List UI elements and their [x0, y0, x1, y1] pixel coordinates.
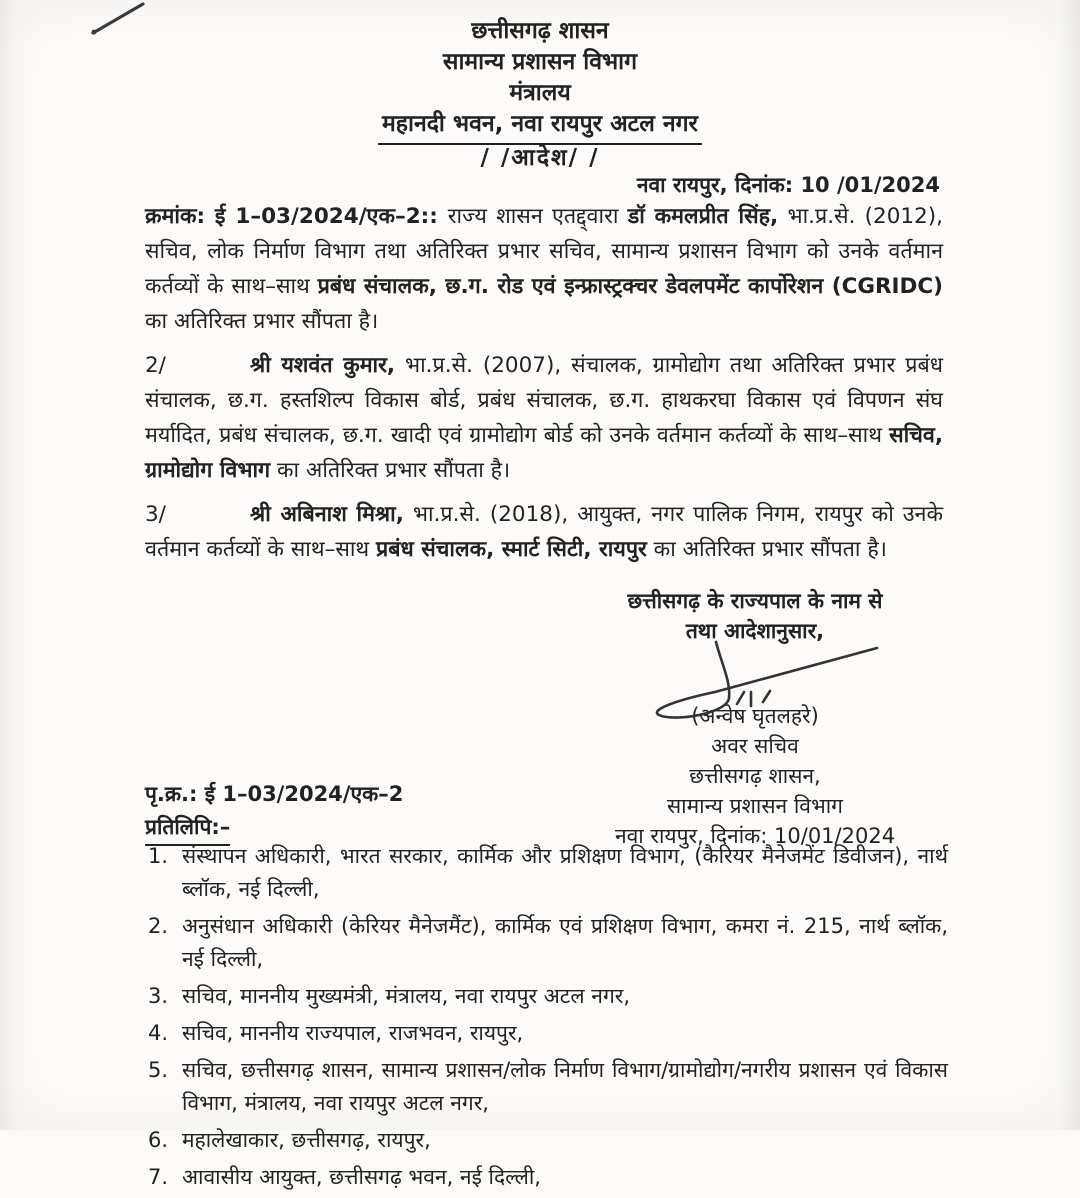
department-name: सामान्य प्रशासन विभाग	[442, 49, 638, 75]
govt-name: छत्तीसगढ़ शासन	[471, 18, 609, 44]
copy-to-label: प्रतिलिपि:–	[145, 812, 230, 846]
copy-recipient-item	[148, 980, 948, 1013]
endorsement-number: पृ.क्र.: ई 1–03/2024/एक–2	[145, 782, 404, 806]
endorsement-block	[145, 779, 403, 846]
signatory-org-1: छत्तीसगढ़ शासन,	[689, 764, 821, 788]
copy-recipient-item	[148, 910, 948, 976]
copy-item-text: सचिव, छत्तीसगढ़ शासन, सामान्य प्रशासन/लोक निर्माण विभाग/ग्रामोद्योग/नगरीय प्रशासन एवं विकास विभाग, मंत्रालय, नवा रायपुर अटल नगर,	[182, 1058, 948, 1115]
copy-recipient-item	[148, 1124, 948, 1157]
order-paragraph: 2/ श्री यशवंत कुमार, भा.प्र.से. (2007), संचालक, ग्रामोद्योग तथा अतिरिक्त प्रभार प्रबंध संचालक, छ.ग. हस्तशिल्प विकास बोर्ड, प्रबंध संचालक, छ.ग. हाथकरघा विकास एवं विपणन संघ मर्यादित, प्रबंध संचालक, छ.ग. खादी एवं ग्रामोद्योग बोर्ड को उनके वर्तमान कर्तव्यों के साथ–साथ सचिव, ग्रामोद्योग विभाग का अतिरिक्त प्रभार सौंपता है।	[145, 348, 943, 488]
order-paragraph: 3/ श्री अबिनाश मिश्रा, भा.प्र.से. (2018), आयुक्त, नगर पालिक निगम, रायपुर को उनके वर्तमान कर्तव्यों के साथ–साथ प्रबंध संचालक, स्मार्ट सिटी, रायपुर का अतिरिक्त प्रभार सौंपता है।	[145, 497, 943, 567]
copy-recipient-item	[148, 1161, 948, 1194]
place-date-top: नवा रायपुर, दिनांक: 10 /01/2024	[636, 173, 940, 197]
copy-item-text: अनुसंधान अधिकारी (केरियर मैनेजमैंट), कार्मिक एवं प्रशिक्षण विभाग, कमरा नं. 215, नार्थ ब्लॉक, नई दिल्ली,	[182, 914, 948, 971]
letterhead	[0, 16, 1080, 145]
by-order-line-2: तथा आदेशानुसार,	[685, 619, 825, 643]
paragraph-number: 2/	[145, 353, 166, 378]
copy-item-text: सचिव, माननीय राज्यपाल, राजभवन, रायपुर,	[182, 1021, 524, 1045]
copy-item-number: 4.	[148, 1021, 169, 1045]
address-line: महानदी भवन, नवा रायपुर अटल नगर	[378, 109, 702, 145]
order-paragraph: क्रमांक: ई 1–03/2024/एक–2:: राज्य शासन एतद्द्वारा डॉ कमलप्रीत सिंह, भा.प्र.से. (2012), सचिव, लोक निर्माण विभाग तथा अतिरिक्त प्रभार सचिव, सामान्य प्रशासन विभाग को उनके वर्तमान कर्तव्यों के साथ–साथ प्रबंध संचालक, छ.ग. रोड एवं इन्फ्रास्ट्रक्चर डेवलपमेंट कार्पोरेशन (CGRIDC) का अतिरिक्त प्रभार सौंपता है।	[145, 204, 944, 334]
copy-recipient-item	[148, 840, 948, 906]
copy-item-number: 6.	[148, 1128, 169, 1152]
copies-list	[148, 840, 948, 1198]
copy-item-text: आवासीय आयुक्त, छत्तीसगढ़ भवन, नई दिल्ली,	[182, 1165, 541, 1189]
place-date-bottom: नवा रायपुर, दिनांक: 10/01/2024	[614, 824, 896, 848]
copy-item-text: महालेखाकार, छत्तीसगढ़, रायपुर,	[182, 1128, 431, 1152]
paragraphs	[145, 199, 943, 576]
copy-item-text: संस्थापन अधिकारी, भारत सरकार, कार्मिक और प्रशिक्षण विभाग, (कैरियर मैनेजमेंट डिवीजन), नार्थ ब्लॉक, नई दिल्ली,	[182, 844, 948, 901]
order-heading: / /आदेश/ /	[480, 145, 600, 171]
copy-item-number: 1.	[148, 844, 169, 868]
copy-item-number: 3.	[148, 984, 169, 1008]
copy-item-number: 7.	[148, 1165, 169, 1189]
copy-item-number: 5.	[148, 1058, 169, 1082]
copy-recipient-item	[148, 1017, 948, 1050]
by-order-line-1: छत्तीसगढ़ के राज्यपाल के नाम से	[627, 589, 883, 613]
signature-mark	[615, 634, 905, 724]
copy-recipient-item	[148, 1054, 948, 1120]
signatory-designation: अवर सचिव	[711, 734, 799, 758]
signature-block	[555, 586, 955, 851]
copy-item-number: 2.	[148, 914, 169, 938]
copy-item-text: सचिव, माननीय मुख्यमंत्री, मंत्रालय, नवा रायपुर अटल नगर,	[182, 984, 631, 1008]
ministry-name: मंत्रालय	[509, 80, 571, 106]
signatory-name: (अन्वेष घृतलहरे)	[691, 704, 819, 728]
signatory-org-2: सामान्य प्रशासन विभाग	[666, 794, 844, 818]
paragraph-number: 3/	[145, 502, 166, 527]
